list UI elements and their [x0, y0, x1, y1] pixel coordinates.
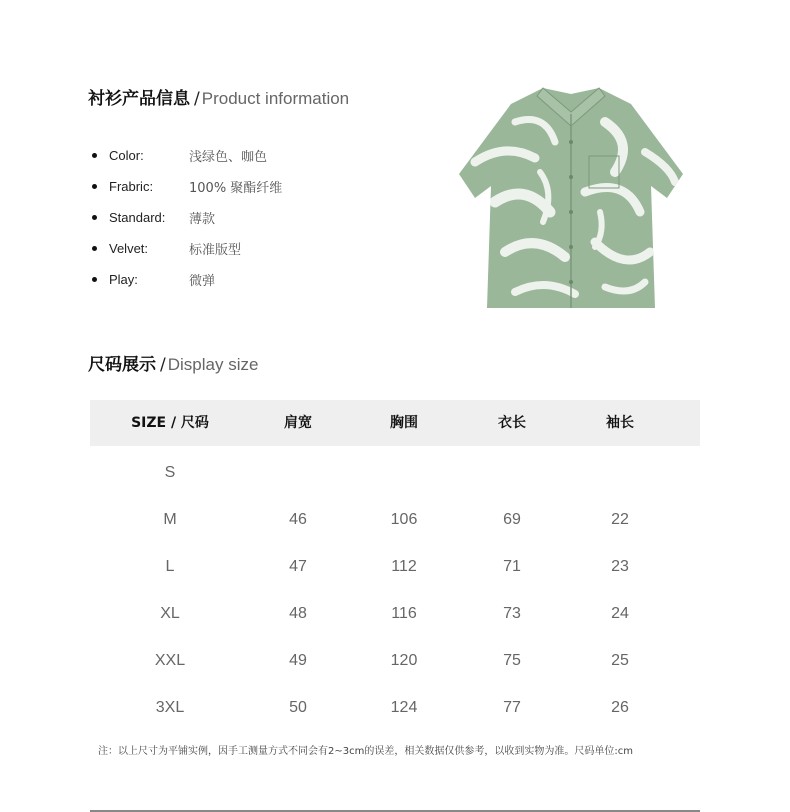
table-row	[90, 681, 700, 728]
size-table	[90, 400, 700, 728]
bullet-icon	[92, 153, 97, 158]
table-cell: 24	[611, 605, 629, 622]
table-cell: 49	[289, 652, 307, 669]
info-value: 薄款	[189, 212, 216, 227]
table-cell: 77	[503, 699, 521, 716]
info-item-fabric	[92, 171, 282, 202]
table-cell: 71	[503, 558, 521, 575]
table-cell: S	[164, 464, 176, 481]
bullet-icon	[92, 215, 97, 220]
table-row	[90, 446, 700, 493]
product-info-list	[92, 140, 282, 295]
table-row	[90, 587, 700, 634]
table-cell: 23	[611, 558, 629, 575]
display-size-title-cn: 尺码展示	[88, 355, 156, 375]
header-sleeve: 袖长	[606, 415, 634, 431]
table-cell: L	[165, 558, 175, 575]
table-cell: 22	[611, 511, 629, 528]
table-cell: 120	[390, 652, 418, 669]
product-info-title-en: Product information	[201, 89, 350, 108]
info-value: 100% 聚酯纤维	[189, 181, 283, 196]
table-cell: 75	[503, 652, 521, 669]
info-key: Standard:	[109, 210, 166, 225]
product-info-title-cn: 衬衫产品信息	[88, 89, 190, 109]
info-item-standard	[92, 202, 282, 233]
display-size-title	[88, 350, 258, 375]
shirt-product-image	[455, 82, 687, 314]
header-shoulder: 肩宽	[284, 415, 312, 431]
table-cell: 25	[611, 652, 629, 669]
table-cell: 3XL	[155, 699, 185, 716]
header-size: SIZE / 尺码	[131, 415, 209, 431]
table-cell: 50	[289, 699, 307, 716]
table-row	[90, 540, 700, 587]
display-size-title-en: Display size	[167, 355, 259, 374]
table-cell: 46	[289, 511, 307, 528]
title-slash: /	[194, 89, 200, 109]
table-row	[90, 493, 700, 540]
table-cell: M	[163, 511, 177, 528]
bullet-icon	[92, 246, 97, 251]
table-cell: XXL	[154, 652, 186, 669]
info-value: 微弹	[189, 274, 216, 289]
table-row	[90, 634, 700, 681]
info-item-play	[92, 264, 282, 295]
info-item-velvet	[92, 233, 282, 264]
table-cell: 26	[611, 699, 629, 716]
table-cell: 106	[390, 511, 418, 528]
info-value: 浅绿色、咖色	[189, 150, 268, 165]
table-cell: 73	[503, 605, 521, 622]
info-key: Velvet:	[109, 241, 149, 256]
size-table-header	[90, 400, 700, 446]
bullet-icon	[92, 277, 97, 282]
table-cell: XL	[160, 605, 180, 622]
header-length: 衣长	[498, 415, 526, 431]
info-key: Color:	[109, 148, 144, 163]
info-key: Frabric:	[109, 179, 154, 194]
product-info-title	[88, 84, 349, 109]
table-cell: 69	[503, 511, 521, 528]
title-slash: /	[160, 355, 166, 375]
info-value: 标准版型	[189, 243, 242, 258]
info-item-color	[92, 140, 282, 171]
info-key: Play:	[109, 272, 138, 287]
header-chest: 胸围	[390, 415, 418, 431]
table-cell: 48	[289, 605, 307, 622]
bullet-icon	[92, 184, 97, 189]
table-cell: 112	[391, 558, 417, 575]
table-cell: 116	[391, 605, 417, 622]
table-cell: 47	[289, 558, 307, 575]
table-cell: 124	[390, 699, 418, 716]
measurement-note: 注：以上尺寸为平铺实例，因手工测量方式不同会有2~3cm的误差，相关数据仅供参考，以收到实物为准。尺码单位:cm	[98, 746, 633, 757]
